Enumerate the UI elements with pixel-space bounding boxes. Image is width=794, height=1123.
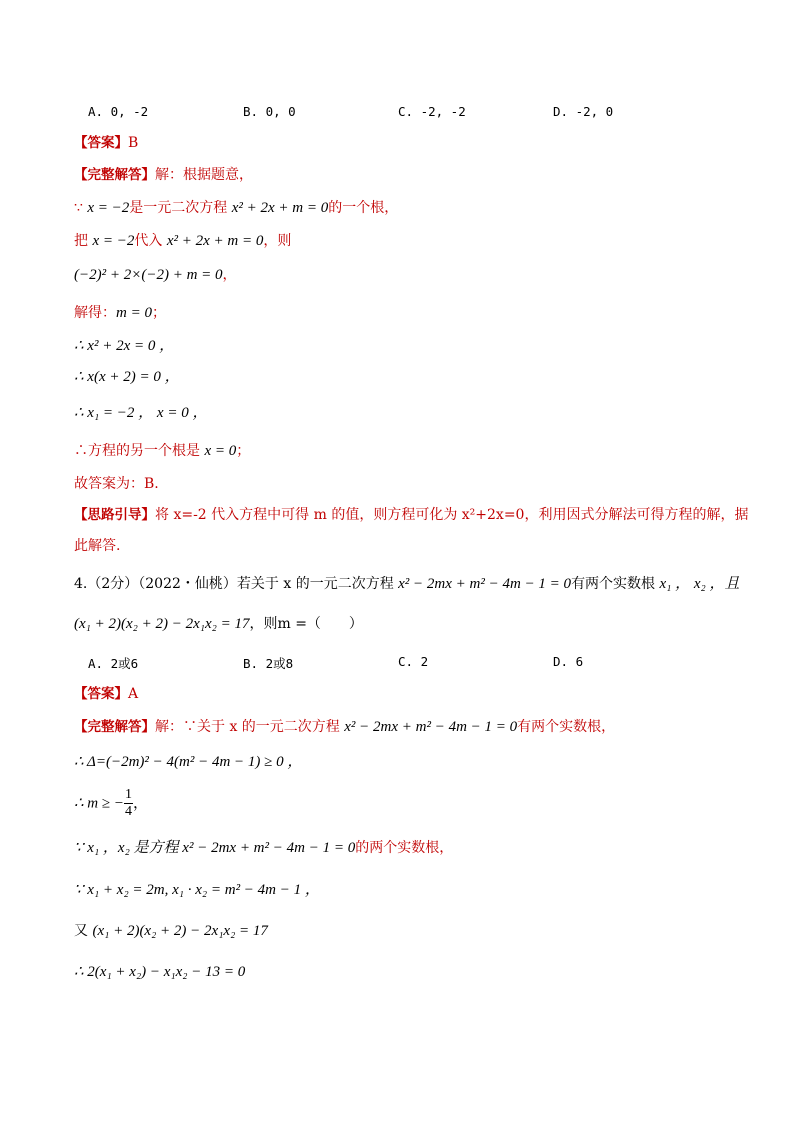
question-text: 有两个实数根 — [571, 576, 660, 592]
q3-step-1 — [74, 198, 398, 218]
q3-step-4 — [74, 303, 166, 323]
math-expression: m = 0 — [116, 305, 152, 321]
math-expression: x² + 2x + m = 0 — [166, 233, 264, 249]
step-text: ， — [132, 795, 148, 812]
q4-step-5 — [74, 921, 268, 941]
math-expression: (−2)² + 2×(−2) + m = 0 — [74, 267, 223, 283]
q3-step-8 — [74, 441, 250, 461]
q3-step-3 — [74, 265, 237, 285]
math-expression: (x₁ + 2)(x₂ + 2) − 2x₁x₂ = 17 — [92, 923, 268, 939]
question-text: ，则m =（ ） — [249, 616, 363, 632]
q4-option-d: D. 6 — [553, 654, 584, 669]
step-text: 把 — [74, 233, 93, 249]
q4-option-b: B. 2或8 — [243, 656, 294, 671]
q3-step-6: ∴ x(x + 2) = 0 ， — [74, 369, 180, 385]
step-text: 代入 — [134, 233, 167, 249]
step-text: 解得： — [74, 305, 116, 321]
q3-solution-header — [74, 165, 253, 185]
q4-step-1: ∴ Δ=(−2m)² − 4(m² − 4m − 1) ≥ 0 ， — [74, 754, 303, 770]
q4-option-c: C. 2 — [398, 654, 429, 669]
hint-text: 将 x=-2 代入方程中可得 m 的值，则方程可化为 x²+2x=0，利用因式分解法可得方程的解，据 — [155, 507, 749, 523]
step-text: ∴方程的另一个根是 — [74, 443, 205, 459]
q3-conclusion: 故答案为：B. — [74, 476, 159, 492]
fraction-denominator: 4 — [124, 804, 132, 819]
hint-tag: 【思路引导】 — [74, 507, 155, 523]
q3-step-2 — [74, 231, 291, 251]
math-expression: x² − 2mx + m² − 4m − 1 = 0 — [182, 840, 356, 856]
q4-step-2 — [74, 787, 148, 820]
answer-tag: 【答案】 — [74, 135, 128, 151]
q4-option-a: A. 2或6 — [88, 656, 139, 671]
q4-step-4: ∵ x₁ + x₂ = 2m, x₁ · x₂ = m² − 4m − 1 ， — [74, 882, 320, 898]
step-text: ， — [222, 267, 237, 283]
fraction — [124, 787, 133, 820]
fraction-numerator: 1 — [124, 787, 132, 802]
step-text: 又 — [74, 923, 93, 939]
math-expression: x² − 2mx + m² − 4m − 1 = 0 — [344, 719, 518, 735]
step-text: 是一元二次方程 — [129, 200, 232, 216]
q3-option-b: B. 0, 0 — [243, 104, 296, 119]
q4-stem — [74, 574, 740, 594]
solution-intro: 解：∵关于 x 的一元二次方程 — [155, 719, 345, 735]
step-text: 的一个根， — [328, 200, 399, 216]
math-expression: x₁ ， x₂ ，且 — [659, 576, 740, 592]
q3-step-7: ∴ x₁ = −2 ， x = 0 ， — [74, 405, 208, 421]
step-text: ∵ — [74, 200, 88, 216]
q4-answer-line — [74, 684, 138, 704]
q4-step-6: ∴ 2(x₁ + x₂) − x₁x₂ − 13 = 0 — [74, 964, 246, 980]
math-expression: ∵ x₁ ，x₂ 是方程 — [74, 840, 183, 856]
question-text: 4.（2分）（2022・仙桃）若关于 x 的一元二次方程 — [74, 576, 399, 592]
solution-tag: 【完整解答】 — [74, 167, 155, 183]
q4-step-3 — [74, 838, 453, 858]
math-expression: x² − 2mx + m² − 4m − 1 = 0 — [398, 576, 572, 592]
q4-stem-line2 — [74, 614, 363, 634]
step-text: 的两个实数根， — [355, 840, 454, 856]
math-expression: x = −2 — [87, 200, 130, 216]
step-text: 有两个实数根， — [517, 719, 616, 735]
math-expression: ∴ m ≥ − — [74, 795, 124, 812]
answer-tag: 【答案】 — [74, 686, 128, 702]
step-text: ； — [236, 443, 251, 459]
math-expression: x = 0 — [204, 443, 237, 459]
step-text: ； — [151, 305, 166, 321]
q3-hint-cont: 此解答. — [74, 538, 121, 554]
step-text: ，则 — [263, 233, 292, 249]
solution-intro: 解：根据题意， — [155, 167, 253, 183]
q3-option-a: A. 0, -2 — [88, 104, 149, 119]
solution-tag: 【完整解答】 — [74, 719, 155, 735]
q3-step-5: ∴ x² + 2x = 0 ， — [74, 338, 175, 354]
q3-option-d: D. -2, 0 — [553, 104, 614, 119]
q3-option-c: C. -2, -2 — [398, 104, 466, 119]
q3-hint — [74, 505, 748, 525]
answer-value: B — [128, 135, 139, 151]
answer-value: A — [128, 686, 139, 702]
math-expression: (x₁ + 2)(x₂ + 2) − 2x₁x₂ = 17 — [74, 616, 250, 632]
q4-solution-header — [74, 717, 615, 737]
math-expression: x = −2 — [92, 233, 135, 249]
math-expression: x² + 2x + m = 0 — [231, 200, 329, 216]
q3-answer-line — [74, 133, 138, 153]
